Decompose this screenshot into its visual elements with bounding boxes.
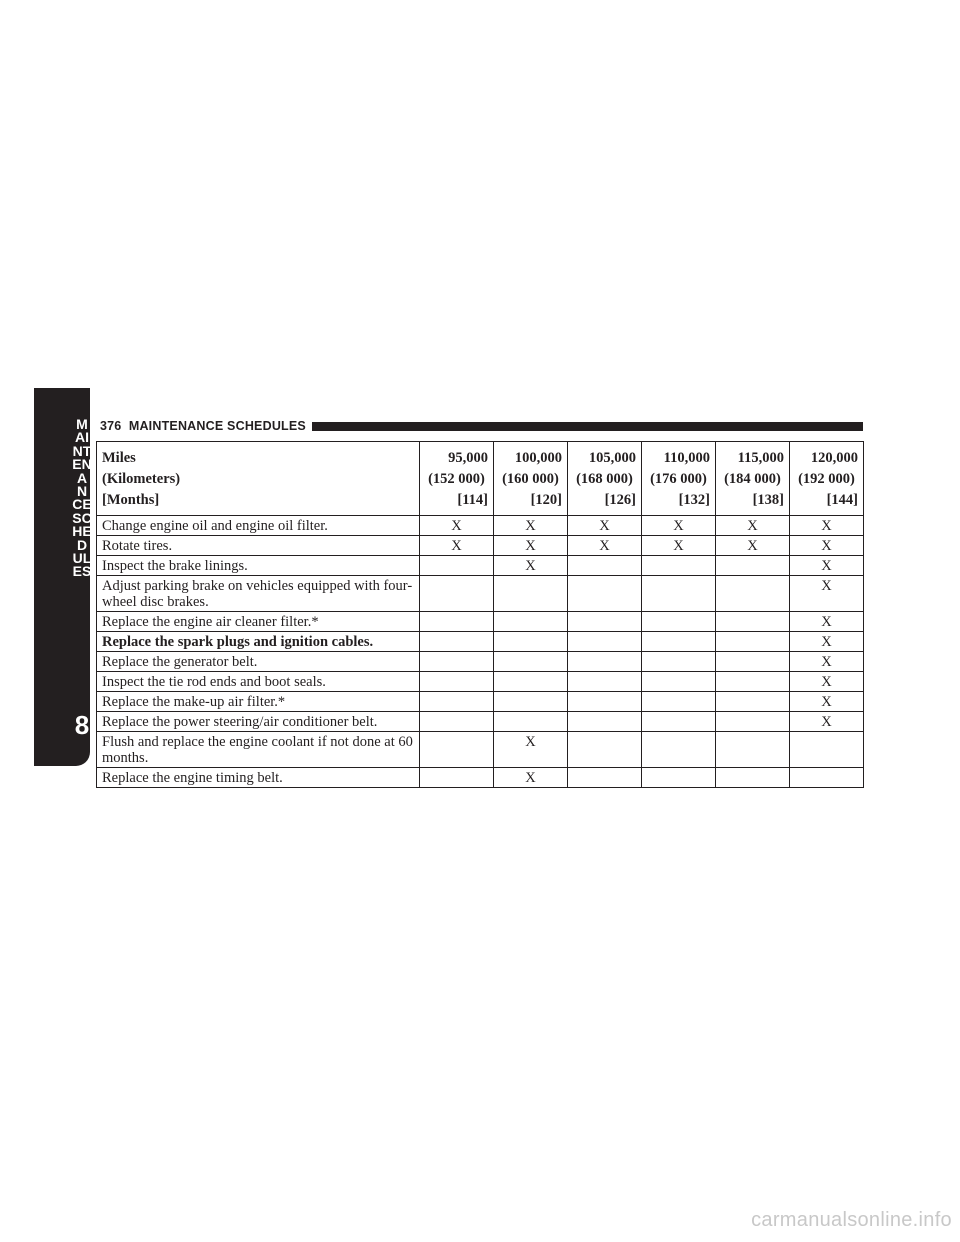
service-mark xyxy=(420,672,494,692)
service-mark xyxy=(716,768,790,788)
service-mark: X xyxy=(642,536,716,556)
service-mark xyxy=(568,612,642,632)
header-rule xyxy=(312,422,863,431)
service-mark xyxy=(642,768,716,788)
km-value: (152 000) xyxy=(428,471,485,487)
service-item: Replace the engine air cleaner filter.* xyxy=(97,612,420,632)
service-mark: X xyxy=(716,516,790,536)
table-row xyxy=(97,692,864,712)
service-item: Inspect the tie rod ends and boot seals. xyxy=(97,672,420,692)
table-row xyxy=(97,556,864,576)
service-mark xyxy=(568,652,642,672)
service-mark: X xyxy=(790,576,864,612)
kilometers-label: (Kilometers) xyxy=(102,471,181,487)
interval-column-header xyxy=(716,442,790,516)
miles-value: 120,000 xyxy=(810,450,858,466)
service-mark xyxy=(420,632,494,652)
service-mark: X xyxy=(790,692,864,712)
service-item: Change engine oil and engine oil filter. xyxy=(97,516,420,536)
miles-value: 110,000 xyxy=(663,450,710,466)
page-header-text xyxy=(100,419,306,433)
interval-column-header xyxy=(642,442,716,516)
interval-column-header xyxy=(494,442,568,516)
page-number: 376 xyxy=(100,419,122,433)
service-mark: X xyxy=(790,536,864,556)
service-item: Flush and replace the engine coolant if not done at 60 months. xyxy=(97,732,420,768)
service-mark xyxy=(568,556,642,576)
service-mark xyxy=(716,576,790,612)
table-row xyxy=(97,576,864,612)
km-value: (160 000) xyxy=(502,471,559,487)
service-mark xyxy=(642,672,716,692)
service-mark: X xyxy=(420,516,494,536)
km-value: (168 000) xyxy=(576,471,633,487)
service-mark xyxy=(716,672,790,692)
table-header-row xyxy=(97,442,864,516)
service-mark xyxy=(420,732,494,768)
service-mark xyxy=(494,632,568,652)
months-value: [132] xyxy=(678,492,710,508)
service-mark xyxy=(642,632,716,652)
service-mark xyxy=(494,576,568,612)
service-mark xyxy=(420,712,494,732)
service-mark xyxy=(642,652,716,672)
service-item: Replace the engine timing belt. xyxy=(97,768,420,788)
months-value: [114] xyxy=(457,492,488,508)
interval-label-header xyxy=(97,442,420,516)
service-mark xyxy=(420,652,494,672)
miles-value: 115,000 xyxy=(737,450,784,466)
miles-value: 105,000 xyxy=(588,450,636,466)
months-value: [126] xyxy=(604,492,636,508)
service-mark xyxy=(568,712,642,732)
service-mark xyxy=(716,632,790,652)
interval-column-header xyxy=(568,442,642,516)
months-value: [138] xyxy=(752,492,784,508)
service-mark: X xyxy=(420,536,494,556)
km-value: (176 000) xyxy=(650,471,707,487)
service-mark: X xyxy=(716,536,790,556)
months-value: [120] xyxy=(530,492,562,508)
service-mark xyxy=(790,768,864,788)
service-mark xyxy=(642,612,716,632)
service-mark: X xyxy=(790,672,864,692)
km-value: (192 000) xyxy=(798,471,855,487)
table-row xyxy=(97,672,864,692)
side-tab-chapter-number: 8 xyxy=(74,710,90,740)
km-value: (184 000) xyxy=(724,471,781,487)
miles-label: Miles xyxy=(102,450,136,466)
service-mark: X xyxy=(494,768,568,788)
service-mark: X xyxy=(494,556,568,576)
service-item: Replace the make-up air filter.* xyxy=(97,692,420,712)
service-mark xyxy=(420,556,494,576)
service-mark: X xyxy=(790,556,864,576)
section-title: MAINTENANCE SCHEDULES xyxy=(128,419,306,433)
service-mark: X xyxy=(568,536,642,556)
miles-value: 95,000 xyxy=(448,450,488,466)
service-item: Adjust parking brake on vehicles equipped with four-wheel disc brakes. xyxy=(97,576,420,612)
service-item: Replace the spark plugs and ignition cables. xyxy=(97,632,420,652)
service-mark: X xyxy=(494,732,568,768)
service-mark xyxy=(494,652,568,672)
side-tab-label: MAINTENANCE SCHEDULES xyxy=(72,416,92,580)
table-row xyxy=(97,768,864,788)
service-mark: X xyxy=(790,632,864,652)
service-mark xyxy=(568,672,642,692)
page-header xyxy=(100,416,863,436)
service-mark xyxy=(716,652,790,672)
interval-column-header xyxy=(790,442,864,516)
service-mark xyxy=(494,612,568,632)
service-mark: X xyxy=(790,652,864,672)
maintenance-schedule-table xyxy=(96,441,864,788)
interval-column-header xyxy=(420,442,494,516)
service-mark xyxy=(494,712,568,732)
months-value: [144] xyxy=(826,492,858,508)
service-mark xyxy=(494,672,568,692)
service-mark xyxy=(716,732,790,768)
service-item: Rotate tires. xyxy=(97,536,420,556)
service-mark xyxy=(420,692,494,712)
service-mark xyxy=(642,576,716,612)
service-mark xyxy=(420,612,494,632)
table-row xyxy=(97,536,864,556)
service-mark xyxy=(568,632,642,652)
service-mark: X xyxy=(494,516,568,536)
table-row xyxy=(97,712,864,732)
service-mark: X xyxy=(568,516,642,536)
table-row xyxy=(97,612,864,632)
table-row xyxy=(97,516,864,536)
service-item: Inspect the brake linings. xyxy=(97,556,420,576)
watermark-text: carmanualsonline.info xyxy=(751,1209,952,1231)
service-mark: X xyxy=(790,612,864,632)
service-mark: X xyxy=(642,516,716,536)
service-mark xyxy=(420,576,494,612)
service-item: Replace the power steering/air conditioner belt. xyxy=(97,712,420,732)
table-row xyxy=(97,632,864,652)
service-mark xyxy=(642,712,716,732)
service-mark xyxy=(494,692,568,712)
service-item: Replace the generator belt. xyxy=(97,652,420,672)
service-mark xyxy=(716,712,790,732)
service-mark xyxy=(790,732,864,768)
service-mark xyxy=(716,692,790,712)
service-mark: X xyxy=(790,516,864,536)
service-mark: X xyxy=(790,712,864,732)
miles-value: 100,000 xyxy=(514,450,562,466)
service-mark xyxy=(568,732,642,768)
service-mark xyxy=(716,556,790,576)
table-row xyxy=(97,732,864,768)
service-mark xyxy=(716,612,790,632)
service-mark: X xyxy=(494,536,568,556)
service-mark xyxy=(642,556,716,576)
service-mark xyxy=(642,732,716,768)
service-mark xyxy=(568,692,642,712)
service-mark xyxy=(568,576,642,612)
table-row xyxy=(97,652,864,672)
months-label: [Months] xyxy=(102,492,160,508)
service-mark xyxy=(642,692,716,712)
service-mark xyxy=(568,768,642,788)
service-mark xyxy=(420,768,494,788)
